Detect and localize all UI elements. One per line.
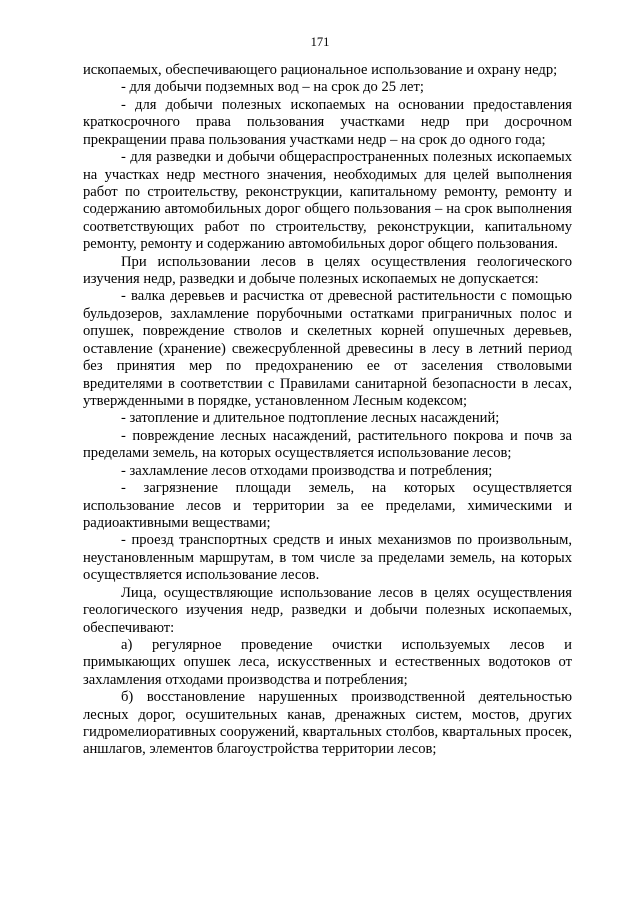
paragraph: - повреждение лесных насаждений, растительного покрова и почв за пределами земель, на которых осуществляется использование лесов; [83,427,572,462]
paragraph: - проезд транспортных средств и иных механизмов по произвольным, неустановленным маршрутам, в том числе за пределами земель, на которых осуществляется использование лесов. [83,532,572,584]
page-number: 171 [310,35,330,49]
paragraph: - захламление лесов отходами производства и потребления; [121,462,493,479]
paragraph: - затопление и длительное подтопление лесных насаждений; [121,410,500,427]
paragraph: При использовании лесов в целях осуществления геологического изучения недр, разведки и добыче полезных ископаемых не допускается: [83,253,572,288]
paragraph: - загрязнение площади земель, на которых осуществляется использование лесов и территории за ее пределами, химическими и радиоактивными веществами; [83,480,572,531]
paragraph: - для добычи полезных ископаемых на основании предоставления краткосрочного права пользования участками недр при досрочном прекращении права пользования участками недр – на срок до одного года; [83,96,572,148]
paragraph: - для добычи подземных вод – на срок до 25 лет; [121,79,424,96]
body-text [83,62,572,759]
paragraph: - для разведки и добычи общераспространенных полезных ископаемых на участках недр местного значения, необходимых для целей выполнения работ по строительству, реконструкции, капитальному ремонту, ремонту и содержанию автомобильных дорог общего пользования – на срок выполнения соответствующих работ по строительству, реконструкции, капитальному ремонту, ремонту и содержанию автомобильных дорог общего пользования. [83,149,572,253]
paragraph: Лица, осуществляющие использование лесов в целях осуществления геологического изучения недр, разведки и добычи полезных ископаемых, обеспечивают: [83,584,572,636]
paragraph: б) восстановление нарушенных производственной деятельностью лесных дорог, осушительных канав, дренажных систем, мостов, других гидромелиоративных сооружений, квартальных столбов, квартальных просек, аншлагов, элементов благоустройства территории лесов; [83,689,572,758]
paragraph: - валка деревьев и расчистка от древесной растительности с помощью бульдозеров, захламление порубочными остатками приграничных полос и опушек, повреждение стволов и скелетных корней опушечных деревьев, оставление (хранение) свежесрубленной древесины в лесу в летний период без принятия мер по предохранению ее от заселения стволовыми вредителями в соответствии с Правилами санитарной безопасности в лесах, утвержденными в порядке, установленном Лесным кодексом; [83,288,572,410]
paragraph: а) регулярное проведение очистки используемых лесов и примыкающих опушек леса, искусственных и естественных водотоков от захламления отходами производства и потребления; [83,636,572,688]
paragraph: ископаемых, обеспечивающего рациональное использование и охрану недр; [83,62,558,78]
